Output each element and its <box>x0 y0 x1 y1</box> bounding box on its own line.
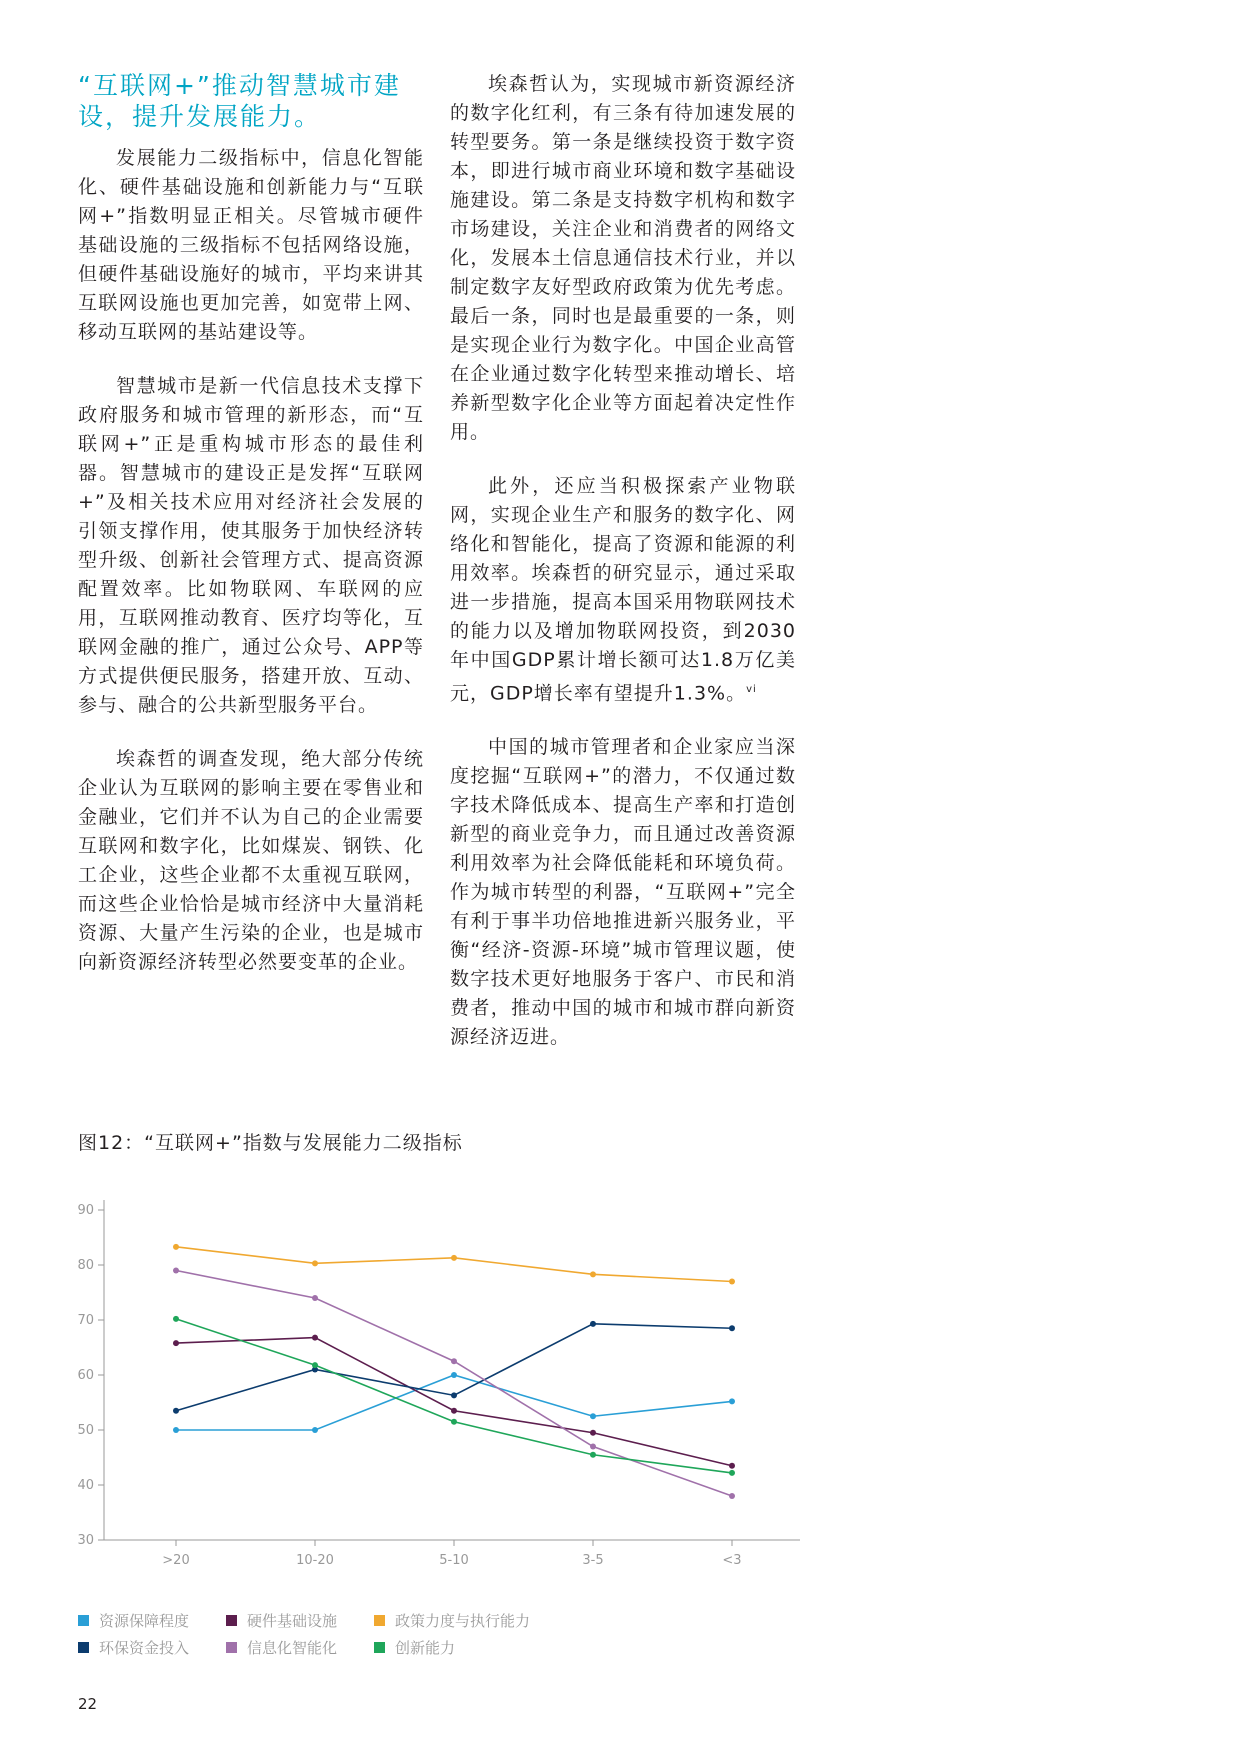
legend-label: 创新能力 <box>395 1639 456 1657</box>
data-point <box>451 1372 457 1378</box>
paragraph: 中国的城市管理者和企业家应当深度挖掘“互联网+”的潜力，不仅通过数字技术降低成本、提高生产率和打造创新型的商业竞争力，而且通过改善资源利用效率为社会降低能耗和环境负荷。作为城市转型的利器，“互联网+”完全有利于事半功倍地推进新兴服务业，平衡“经济-资源-环境”城市管理议题，使数字技术更好地服务于客户、市民和消费者，推动中国的城市和城市群向新资源经济迈进。 <box>450 736 796 1049</box>
data-point <box>590 1413 596 1419</box>
legend-item <box>374 1637 594 1658</box>
legend-label: 政策力度与执行能力 <box>395 1612 531 1630</box>
y-tick-label: 40 <box>77 1478 94 1493</box>
legend-swatch <box>374 1615 385 1626</box>
data-point <box>451 1408 457 1414</box>
legend-swatch <box>78 1615 89 1626</box>
legend-label: 信息化智能化 <box>247 1639 338 1657</box>
data-point <box>312 1362 318 1368</box>
legend-label: 硬件基础设施 <box>247 1612 338 1630</box>
legend-swatch <box>374 1642 385 1653</box>
paragraph: 发展能力二级指标中，信息化智能化、硬件基础设施和创新能力与“互联网+”指数明显正相关。尽管城市硬件基础设施的三级指标不包括网络设施，但硬件基础设施好的城市，平均来讲其互联网设施也更加完善，如宽带上网、移动互联网的基站建设等。 <box>78 147 424 343</box>
y-tick-label: 50 <box>77 1423 94 1438</box>
x-tick-label: 3-5 <box>582 1553 604 1568</box>
legend-swatch <box>226 1615 237 1626</box>
chart-legend <box>78 1610 638 1658</box>
figure-caption: 图12：“互联网+”指数与发展能力二级指标 <box>78 1132 463 1154</box>
data-point <box>451 1255 457 1261</box>
data-point <box>729 1398 735 1404</box>
paragraph: 埃森哲的调查发现，绝大部分传统企业认为互联网的影响主要在零售业和金融业，它们并不认为自己的企业需要互联网和数字化，比如煤炭、钢铁、化工企业，这些企业都不太重视互联网，而这些企业恰恰是城市经济中大量消耗资源、大量产生污染的企业，也是城市向新资源经济转型必然要变革的企业。 <box>78 748 424 973</box>
line-chart <box>70 1190 810 1590</box>
paragraph: 埃森哲认为，实现城市新资源经济的数字化红利，有三条有待加速发展的转型要务。第一条是继续投资于数字资本，即进行城市商业环境和数字基础设施建设。第二条是支持数字机构和数字市场建设，关注企业和消费者的网络文化，发展本土信息通信技术行业，并以制定数字友好型政府政策为优先考虑。最后一条，同时也是最重要的一条，则是实现企业行为数字化。中国企业高管在企业通过数字化转型来推动增长、培养新型数字化企业等方面起着决定性作用。 <box>450 73 796 443</box>
paragraph-text: 此外，还应当积极探索产业物联网，实现企业生产和服务的数字化、网络化和智能化，提高了资源和能源的利用效率。埃森哲的研究显示，通过采取进一步措施，提高本国采用物联网技术的能力以及增加物联网投资，到2030年中国GDP累计增长额可达1.8万亿美元，GDP增长率有望提升1.3%。 <box>450 475 796 705</box>
series-line-2 <box>176 1247 732 1282</box>
page-number: 22 <box>78 1695 98 1713</box>
data-point <box>590 1444 596 1450</box>
legend-label: 环保资金投入 <box>99 1639 190 1657</box>
data-point <box>451 1392 457 1398</box>
legend-item <box>226 1637 374 1658</box>
legend-label: 资源保障程度 <box>99 1612 190 1630</box>
x-tick-label: 10-20 <box>296 1553 334 1568</box>
data-point <box>451 1358 457 1364</box>
x-tick-label: <3 <box>722 1553 742 1568</box>
data-point <box>312 1295 318 1301</box>
data-point <box>729 1463 735 1469</box>
data-point <box>729 1493 735 1499</box>
legend-swatch <box>226 1642 237 1653</box>
left-column <box>78 70 424 1002</box>
series-line-1 <box>176 1338 732 1466</box>
data-point <box>312 1260 318 1266</box>
data-point <box>173 1316 179 1322</box>
y-tick-label: 60 <box>77 1368 94 1383</box>
data-point <box>173 1268 179 1274</box>
data-point <box>173 1244 179 1250</box>
data-point <box>729 1325 735 1331</box>
y-tick-label: 30 <box>77 1533 94 1548</box>
legend-item <box>374 1610 594 1631</box>
data-point <box>729 1470 735 1476</box>
data-point <box>451 1419 457 1425</box>
data-point <box>590 1430 596 1436</box>
legend-item <box>78 1610 226 1631</box>
data-point <box>173 1408 179 1414</box>
paragraph <box>450 472 796 708</box>
y-tick-label: 80 <box>77 1258 94 1273</box>
data-point <box>312 1427 318 1433</box>
paragraph: 智慧城市是新一代信息技术支撑下政府服务和城市管理的新形态，而“互联网+”正是重构城市形态的最佳利器。智慧城市的建设正是发挥“互联网+”及相关技术应用对经济社会发展的引领支撑作用，使其服务于加快经济转型升级、创新社会管理方式、提高资源配置效率。比如物联网、车联网的应用，互联网推动教育、医疗均等化，互联网金融的推广，通过公众号、APP等方式提供便民服务，搭建开放、互动、参与、融合的公共新型服务平台。 <box>78 375 424 716</box>
data-point <box>312 1335 318 1341</box>
footnote-ref: vi <box>746 684 757 695</box>
y-tick-label: 70 <box>77 1313 94 1328</box>
data-point <box>590 1452 596 1458</box>
data-point <box>173 1340 179 1346</box>
data-point <box>590 1271 596 1277</box>
legend-item <box>226 1610 374 1631</box>
y-tick-label: 90 <box>77 1203 94 1218</box>
section-heading: “互联网+”推动智慧城市建设，提升发展能力。 <box>78 71 401 131</box>
data-point <box>590 1321 596 1327</box>
right-column <box>450 70 796 1077</box>
legend-item <box>78 1637 226 1658</box>
data-point <box>729 1279 735 1285</box>
x-tick-label: 5-10 <box>439 1553 469 1568</box>
data-point <box>173 1427 179 1433</box>
x-tick-label: >20 <box>162 1553 190 1568</box>
legend-swatch <box>78 1642 89 1653</box>
